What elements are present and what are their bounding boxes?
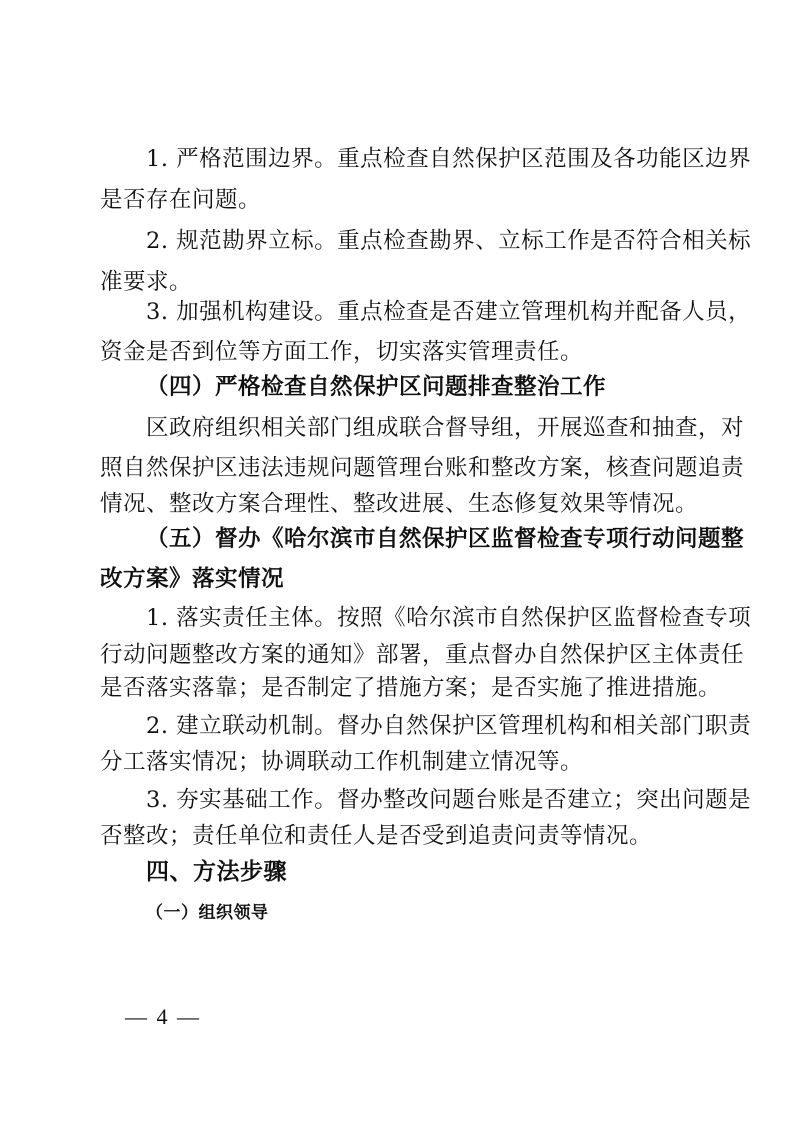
paragraph-5-line-1: 1. 落实责任主体。按照《哈尔滨市自然保护区监督检查专项 <box>146 605 752 631</box>
section-heading-four: 四、方法步骤 <box>146 859 287 885</box>
paragraph-1-line-2: 是否存在问题。 <box>100 187 262 213</box>
paragraph-2-line-2: 准要求。 <box>100 269 193 295</box>
subheading-five-line-1: （五）督办《哈尔滨市自然保护区监督检查专项行动问题整 <box>146 526 745 552</box>
subsection-heading-one: （一）组织领导 <box>146 903 269 923</box>
paragraph-5-line-3: 是否落实落靠；是否制定了措施方案；是否实施了推进措施。 <box>100 675 722 701</box>
paragraph-7-line-2: 否整改；责任单位和责任人是否受到追责问责等情况。 <box>100 823 653 849</box>
paragraph-4-line-3: 情况、整改方案合理性、整改进展、生态修复效果等情况。 <box>100 491 699 517</box>
paragraph-3-line-1: 3. 加强机构建设。重点检查是否建立管理机构并配备人员， <box>146 299 752 325</box>
paragraph-7-line-1: 3. 夯实基础工作。督办整改问题台账是否建立；突出问题是 <box>146 787 752 813</box>
paragraph-5-line-2: 行动问题整改方案的通知》部署，重点督办自然保护区主体责任 <box>100 642 745 668</box>
page-number: — 4 — <box>125 1004 201 1029</box>
paragraph-3-line-2: 资金是否到位等方面工作，切实落实管理责任。 <box>100 339 584 365</box>
subheading-five-line-2: 改方案》落实情况 <box>100 566 285 592</box>
paragraph-6-line-2: 分工落实情况；协调联动工作机制建立情况等。 <box>100 749 584 775</box>
paragraph-4-line-2: 照自然保护区违法违规问题管理台账和整改方案，核查问题追责 <box>100 455 745 481</box>
paragraph-1-line-1: 1. 严格范围边界。重点检查自然保护区范围及各功能区边界 <box>146 146 752 172</box>
subheading-four: （四）严格检查自然保护区问题排查整治工作 <box>146 374 607 400</box>
paragraph-4-line-1: 区政府组织相关部门组成联合督导组，开展巡查和抽查，对 <box>146 415 745 441</box>
paragraph-6-line-1: 2. 建立联动机制。督办自然保护区管理机构和相关部门职责 <box>146 713 752 739</box>
paragraph-2-line-1: 2. 规范勘界立标。重点检查勘界、立标工作是否符合相关标 <box>146 228 752 254</box>
